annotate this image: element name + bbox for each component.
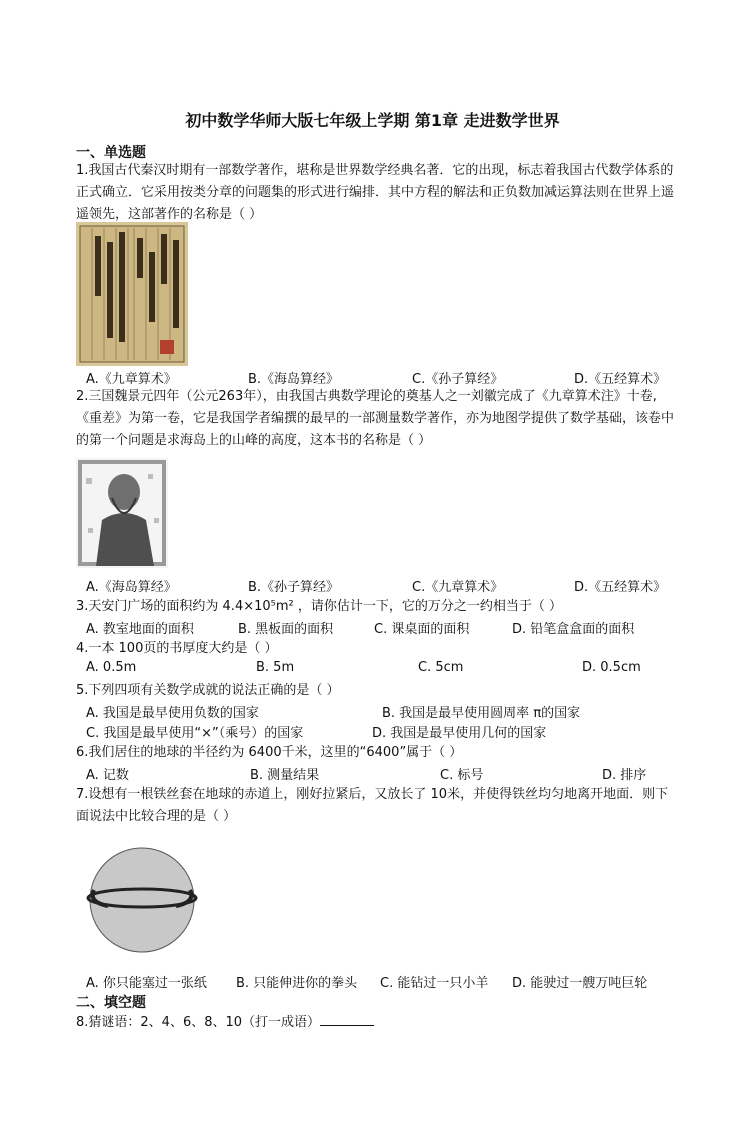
page-title: 初中数学华师大版七年级上学期 第1章 走进数学世界 — [185, 111, 560, 130]
option-b[interactable]: B.《海岛算经》 — [248, 372, 340, 387]
option-c[interactable]: C.《九章算术》 — [412, 580, 504, 595]
option-b[interactable]: B.《孙子算经》 — [248, 580, 340, 595]
option-a[interactable]: A. 记数 — [86, 768, 129, 783]
ancient-book-image — [76, 222, 188, 370]
option-a[interactable]: A.《海岛算经》 — [86, 580, 177, 595]
question-2-options — [76, 576, 680, 596]
question-5-options-row1 — [76, 702, 680, 722]
option-d[interactable]: D.《五经算术》 — [574, 580, 667, 595]
question-8 — [76, 1012, 676, 1034]
option-d[interactable]: D. 能驶过一艘万吨巨轮 — [512, 976, 648, 991]
question-6-text: 6.我们居住的地球的半径约为 6400千米，这里的“6400”属于（ ） — [76, 745, 463, 760]
option-b[interactable]: B. 我国是最早使用圆周率 π的国家 — [382, 706, 581, 721]
option-d[interactable]: D. 铅笔盒盒面的面积 — [512, 622, 635, 637]
answer-blank[interactable] — [320, 1013, 374, 1026]
option-d[interactable]: D.《五经算术》 — [574, 372, 667, 387]
question-4-options — [76, 660, 680, 680]
option-c[interactable]: C. 我国是最早使用“×”（乘号）的国家 — [86, 726, 304, 741]
option-b[interactable]: B. 测量结果 — [250, 768, 320, 783]
option-c[interactable]: C. 5cm — [418, 660, 464, 675]
option-b[interactable]: B. 5m — [256, 660, 295, 675]
section-heading-fill-blank: 二、填空题 — [76, 995, 146, 1011]
option-d[interactable]: D. 0.5cm — [582, 660, 641, 675]
option-c[interactable]: C. 标号 — [440, 768, 484, 783]
question-6-options — [76, 764, 680, 784]
option-a[interactable]: A. 你只能塞过一张纸 — [86, 976, 207, 991]
question-1-options — [76, 368, 680, 388]
option-c[interactable]: C. 课桌面的面积 — [374, 622, 470, 637]
question-3-text: 3.天安门广场的面积约为 4.4×10⁵m² ，请你估计一下，它的万分之一约相当于（ ） — [76, 599, 562, 614]
question-8-text: 8.猜谜语：2、4、6、8、10（打一成语） — [76, 1015, 321, 1030]
option-b[interactable]: B. 黑板面的面积 — [238, 622, 334, 637]
option-a[interactable]: A. 教室地面的面积 — [86, 622, 194, 637]
option-a[interactable]: A. 我国是最早使用负数的国家 — [86, 706, 259, 721]
question-7-options — [76, 972, 680, 992]
question-2-text: 2.三国魏景元四年（公元263年），由我国古典数学理论的奠基人之一刘徽完成了《九章算术注》十卷,《重差》为第一卷，它是我国学者编撰的最早的一部测量数学著作，亦为地图学提供了数学基础，该卷中的第一个问题是求海岛上的山峰的高度，这本书的名称是（ ） — [76, 389, 675, 448]
option-c[interactable]: C. 能钻过一只小羊 — [380, 976, 489, 991]
question-5-text: 5.下列四项有关数学成就的说法正确的是（ ） — [76, 683, 340, 698]
option-d[interactable]: D. 我国是最早使用几何的国家 — [372, 726, 547, 741]
option-b[interactable]: B. 只能伸进你的拳头 — [236, 976, 358, 991]
question-1-text: 1.我国古代秦汉时期有一部数学著作，堪称是世界数学经典名著．它的出现，标志着我国古代数学体系的正式确立．它采用按类分章的问题集的形式进行编排．其中方程的解法和正负数加减运算法则在世界上遥遥领先，这部著作的名称是（ ） — [76, 163, 675, 222]
question-7-text: 7.设想有一根铁丝套在地球的赤道上，刚好拉紧后，又放长了 10米，并使得铁丝均匀地离开地面．则下面说法中比较合理的是（ ） — [76, 787, 669, 824]
earth-wire-diagram — [86, 840, 198, 964]
question-5-options-row2 — [76, 722, 680, 742]
option-a[interactable]: A. 0.5m — [86, 660, 137, 675]
option-a[interactable]: A.《九章算术》 — [86, 372, 177, 387]
option-d[interactable]: D. 排序 — [602, 768, 647, 783]
section-heading-single-choice: 一、单选题 — [76, 145, 146, 161]
question-3-options — [76, 618, 680, 638]
question-4-text: 4.一本 100页的书厚度大约是（ ） — [76, 641, 278, 656]
option-c[interactable]: C.《孙子算经》 — [412, 372, 504, 387]
portrait-image — [76, 458, 168, 572]
